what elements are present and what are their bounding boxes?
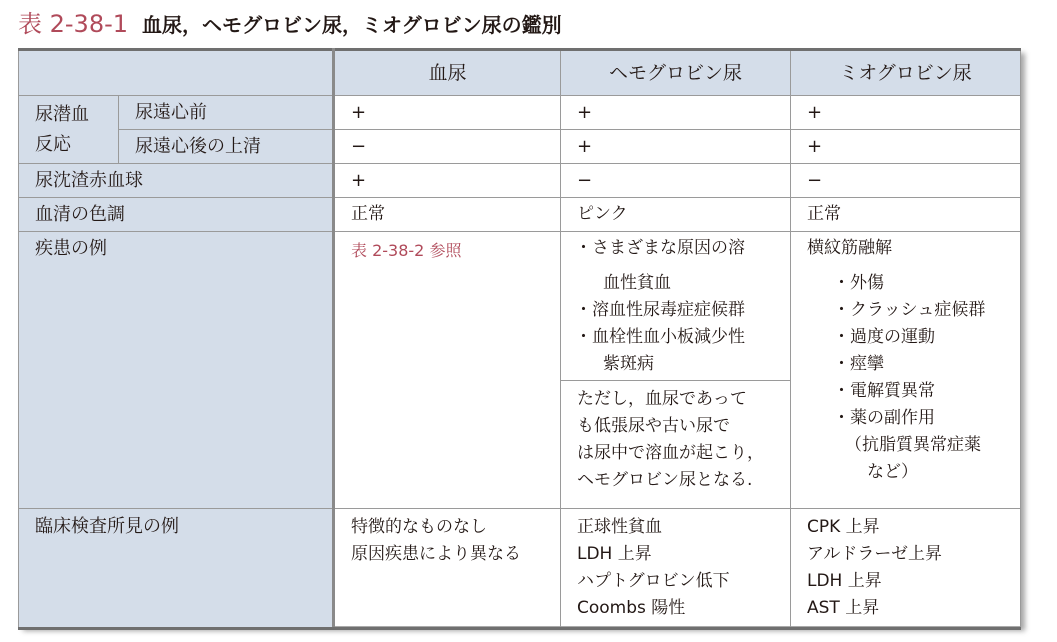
list-item: ・血栓性血小板減少性 bbox=[575, 327, 745, 347]
lab-line: LDH 上昇 bbox=[807, 571, 882, 591]
lab-line: ハプトグロビン低下 bbox=[577, 571, 730, 591]
lab-line: 原因疾患により異なる bbox=[351, 544, 521, 564]
occult-line1: 尿潜血 bbox=[35, 104, 89, 125]
table-row bbox=[19, 509, 1021, 629]
table-row bbox=[19, 130, 1021, 164]
cell-lab-hemoglobinuria bbox=[561, 509, 791, 629]
list-item: 紫斑病 bbox=[603, 354, 654, 374]
cell-hemoglobinuria-note bbox=[561, 381, 791, 509]
cell-post-myoglobinuria: + bbox=[791, 130, 1021, 164]
note-line: ただし，血尿であって bbox=[577, 389, 747, 409]
cell-lab-hematuria bbox=[334, 509, 561, 629]
cell-rbc-myoglobinuria: − bbox=[791, 164, 1021, 198]
cell-serum-hematuria: 正常 bbox=[334, 198, 561, 232]
cell-pre-myoglobinuria: + bbox=[791, 96, 1021, 130]
row-label-pre-centrifuge: 尿遠心前 bbox=[119, 96, 334, 130]
cell-rbc-hemoglobinuria: − bbox=[561, 164, 791, 198]
lab-line: アルドラーゼ上昇 bbox=[807, 544, 942, 564]
list-item: ・過度の運動 bbox=[833, 327, 935, 347]
list-item: ・さまざまな原因の溶 bbox=[575, 238, 745, 258]
cell-disease-hemoglobinuria bbox=[561, 232, 791, 381]
cell-disease-myoglobinuria bbox=[791, 232, 1021, 509]
table-caption: 血尿，ヘモグロビン尿，ミオグロビン尿の鑑別 bbox=[142, 13, 562, 37]
note-line: ヘモグロビン尿となる. bbox=[577, 470, 753, 490]
cell-post-hemoglobinuria: + bbox=[561, 130, 791, 164]
note-line: も低張尿や古い尿で bbox=[577, 416, 730, 436]
note-line: は尿中で溶血が起こり， bbox=[577, 443, 764, 463]
lab-line: 特徴的なものなし bbox=[351, 517, 487, 537]
list-item: ・電解質異常 bbox=[833, 381, 935, 401]
header-myoglobinuria: ミオグロビン尿 bbox=[791, 50, 1021, 96]
cell-disease-hematuria: 表 2-38-2 参照 bbox=[334, 232, 561, 509]
header-hemoglobinuria: ヘモグロビン尿 bbox=[561, 50, 791, 96]
table-title bbox=[18, 8, 562, 41]
cell-pre-hematuria: + bbox=[334, 96, 561, 130]
row-label-serum-color: 血清の色調 bbox=[19, 198, 334, 232]
comparison-table bbox=[18, 48, 1021, 630]
cell-lab-myoglobinuria bbox=[791, 509, 1021, 629]
table-number: 表 2-38-1 bbox=[18, 10, 129, 38]
list-item: ・痙攣 bbox=[833, 354, 884, 374]
list-item: （抗脂質異常症薬 bbox=[845, 435, 981, 455]
list-item: ・外傷 bbox=[833, 273, 884, 293]
occult-line2: 反応 bbox=[35, 134, 71, 155]
list-item: ・クラッシュ症候群 bbox=[833, 300, 986, 320]
table-row bbox=[19, 198, 1021, 232]
cell-rbc-hematuria: + bbox=[334, 164, 561, 198]
list-item: 血性貧血 bbox=[603, 273, 671, 293]
comparison-table-card bbox=[18, 48, 1020, 626]
list-item: 横紋筋融解 bbox=[807, 238, 892, 258]
list-item: ・溶血性尿毒症症候群 bbox=[575, 300, 745, 320]
row-label-rbc-sediment: 尿沈渣赤血球 bbox=[19, 164, 334, 198]
cell-pre-hemoglobinuria: + bbox=[561, 96, 791, 130]
list-item: ・薬の副作用 bbox=[833, 408, 935, 428]
lab-line: AST 上昇 bbox=[807, 598, 880, 618]
cell-serum-hemoglobinuria: ピンク bbox=[561, 198, 791, 232]
table-row bbox=[19, 232, 1021, 381]
row-label-disease: 疾患の例 bbox=[19, 232, 334, 509]
header-hematuria: 血尿 bbox=[334, 50, 561, 96]
list-item: など） bbox=[867, 462, 918, 482]
row-label-lab: 臨床検査所見の例 bbox=[19, 509, 334, 629]
cell-serum-myoglobinuria: 正常 bbox=[791, 198, 1021, 232]
table-row bbox=[19, 96, 1021, 130]
lab-line: 正球性貧血 bbox=[577, 517, 662, 537]
table-row bbox=[19, 164, 1021, 198]
lab-line: LDH 上昇 bbox=[577, 544, 652, 564]
header-row bbox=[19, 50, 1021, 96]
lab-line: Coombs 陽性 bbox=[577, 598, 686, 618]
cell-post-hematuria: − bbox=[334, 130, 561, 164]
occult-blood-group-label bbox=[19, 96, 119, 164]
header-corner bbox=[19, 50, 334, 96]
lab-line: CPK 上昇 bbox=[807, 517, 880, 537]
row-label-post-centrifuge: 尿遠心後の上清 bbox=[119, 130, 334, 164]
